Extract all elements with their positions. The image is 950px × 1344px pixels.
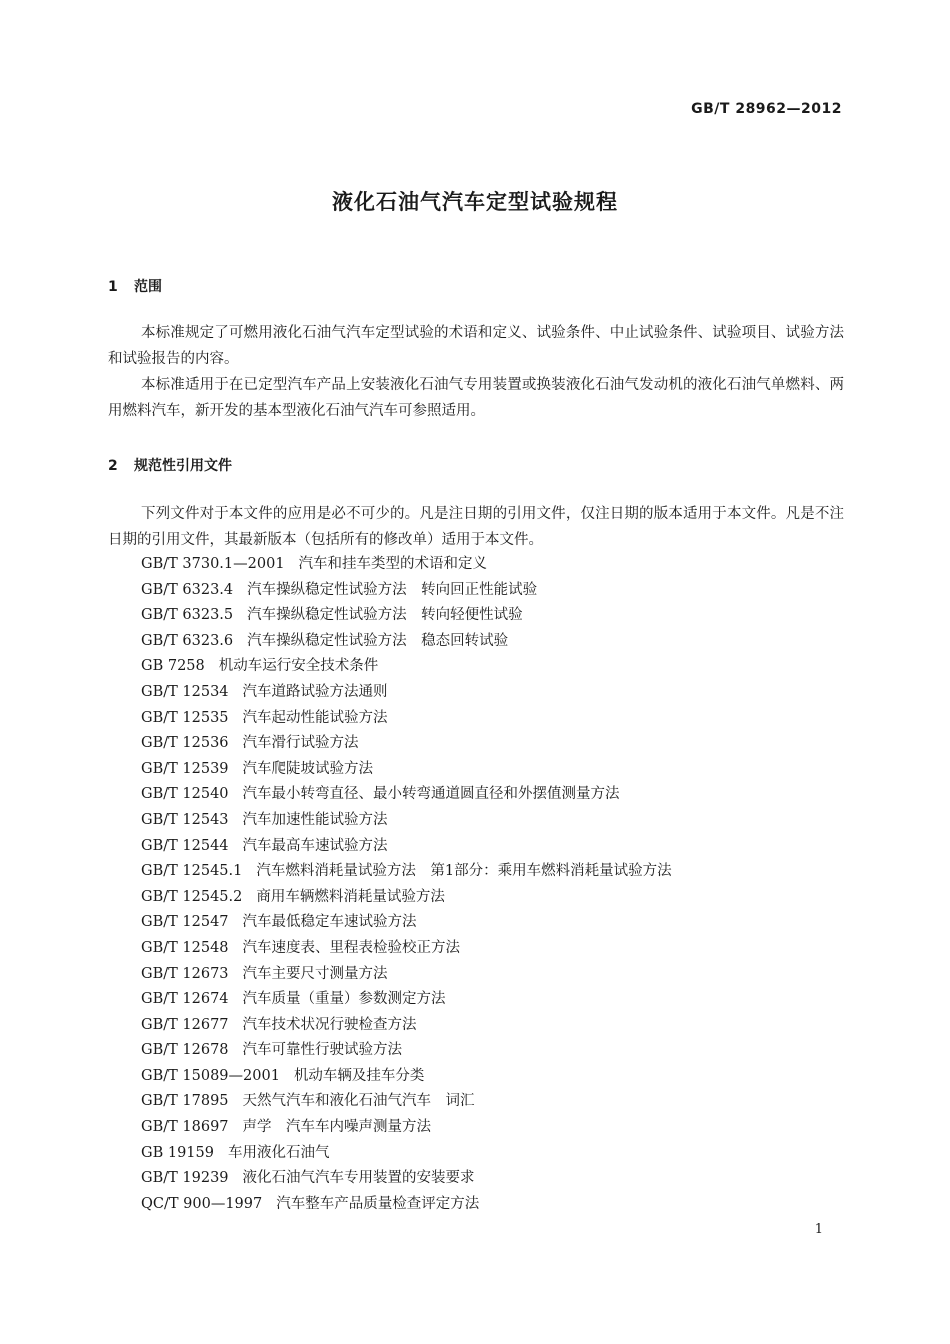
reference-title: 汽车最小转弯直径、最小转弯通道圆直径和外摆值测量方法 bbox=[242, 786, 620, 803]
reference-code: GB/T 12544 bbox=[141, 837, 229, 854]
reference-title: 机动车运行安全技术条件 bbox=[218, 658, 379, 675]
reference-item bbox=[141, 808, 672, 834]
reference-code: GB/T 12535 bbox=[141, 709, 229, 726]
scope-paragraph-2: 本标准适用于在已定型汽车产品上安装液化石油气专用装置或换装液化石油气发动机的液化石油气单燃料、两用燃料汽车，新开发的基本型液化石油气汽车可参照适用。 bbox=[108, 377, 844, 419]
reference-item bbox=[141, 757, 672, 783]
reference-item bbox=[141, 1192, 672, 1218]
page-number: 1 bbox=[814, 1222, 823, 1237]
reference-item bbox=[141, 680, 672, 706]
reference-code: GB/T 6323.6 bbox=[141, 632, 234, 649]
reference-title: 商用车辆燃料消耗量试验方法 bbox=[256, 888, 445, 905]
scope-paragraph-1: 本标准规定了可燃用液化石油气汽车定型试验的术语和定义、试验条件、中止试验条件、试验项目、试验方法和试验报告的内容。 bbox=[108, 325, 844, 367]
reference-code: GB 19159 bbox=[141, 1144, 214, 1161]
reference-code: GB/T 12677 bbox=[141, 1016, 229, 1033]
reference-code: GB/T 6323.5 bbox=[141, 607, 234, 624]
reference-item bbox=[141, 552, 672, 578]
section-2-number: 2 bbox=[108, 458, 118, 474]
reference-list bbox=[141, 552, 672, 1217]
reference-title: 汽车爬陡坡试验方法 bbox=[242, 760, 374, 777]
reference-item bbox=[141, 629, 672, 655]
reference-title: 汽车和挂车类型的术语和定义 bbox=[298, 556, 488, 572]
reference-item bbox=[141, 1013, 672, 1039]
reference-code: GB/T 12545.1 bbox=[141, 863, 243, 880]
section-1-heading bbox=[108, 276, 162, 296]
reference-code: GB/T 17895 bbox=[141, 1093, 229, 1110]
reference-code: GB 7258 bbox=[141, 658, 205, 675]
reference-item bbox=[141, 603, 672, 629]
reference-item bbox=[141, 782, 672, 808]
reference-title: 汽车加速性能试验方法 bbox=[242, 811, 388, 828]
reference-title: 汽车最高车速试验方法 bbox=[242, 837, 388, 854]
reference-code: GB/T 12548 bbox=[141, 939, 229, 956]
reference-code: GB/T 12536 bbox=[141, 735, 229, 752]
reference-item bbox=[141, 1115, 672, 1141]
reference-title: 汽车速度表、里程表检验校正方法 bbox=[242, 939, 461, 956]
references-intro: 下列文件对于本文件的应用是必不可少的。凡是注日期的引用文件，仅注日期的版本适用于本文件。凡是不注日期的引用文件，其最新版本（包括所有的修改单）适用于本文件。 bbox=[108, 506, 844, 548]
reference-code: GB/T 3730.1—2001 bbox=[141, 556, 285, 572]
reference-code: GB/T 12540 bbox=[141, 786, 229, 803]
reference-item bbox=[141, 962, 672, 988]
reference-item bbox=[141, 859, 672, 885]
reference-title: 车用液化石油气 bbox=[227, 1144, 330, 1161]
reference-code: GB/T 12547 bbox=[141, 914, 229, 931]
reference-title: 汽车操纵稳定性试验方法 稳态回转试验 bbox=[247, 632, 509, 649]
document-title: 液化石油气汽车定型试验规程 bbox=[332, 190, 618, 214]
reference-code: GB/T 19239 bbox=[141, 1170, 229, 1187]
reference-code: GB/T 6323.4 bbox=[141, 581, 234, 598]
reference-title: 汽车滑行试验方法 bbox=[242, 735, 359, 752]
reference-item bbox=[141, 1166, 672, 1192]
reference-item bbox=[141, 987, 672, 1013]
reference-item bbox=[141, 1141, 672, 1167]
reference-item bbox=[141, 910, 672, 936]
reference-title: 汽车燃料消耗量试验方法 第1部分：乘用车燃料消耗量试验方法 bbox=[256, 863, 672, 880]
reference-title: 汽车操纵稳定性试验方法 转向回正性能试验 bbox=[247, 581, 538, 598]
reference-title: 汽车起动性能试验方法 bbox=[242, 709, 388, 726]
reference-code: GB/T 12543 bbox=[141, 811, 229, 828]
section-1-title: 范围 bbox=[134, 279, 162, 295]
reference-title: 液化石油气汽车专用装置的安装要求 bbox=[242, 1170, 475, 1187]
reference-code: GB/T 12545.2 bbox=[141, 888, 243, 905]
reference-item bbox=[141, 1089, 672, 1115]
reference-code: GB/T 12674 bbox=[141, 991, 229, 1008]
reference-code: GB/T 12534 bbox=[141, 683, 229, 700]
standard-code: GB/T 28962—2012 bbox=[691, 101, 842, 117]
reference-item bbox=[141, 834, 672, 860]
section-2-heading bbox=[108, 455, 232, 475]
section-1-number: 1 bbox=[108, 279, 118, 295]
reference-title: 汽车道路试验方法通则 bbox=[242, 683, 388, 700]
reference-item bbox=[141, 731, 672, 757]
reference-title: 汽车质量（重量）参数测定方法 bbox=[242, 991, 446, 1008]
reference-title: 汽车可靠性行驶试验方法 bbox=[242, 1042, 403, 1059]
reference-title: 声学 汽车车内噪声测量方法 bbox=[242, 1119, 432, 1136]
reference-item bbox=[141, 578, 672, 604]
reference-code: GB/T 12678 bbox=[141, 1042, 229, 1059]
reference-code: GB/T 18697 bbox=[141, 1119, 229, 1136]
reference-title: 汽车最低稳定车速试验方法 bbox=[242, 914, 417, 931]
reference-code: QC/T 900—1997 bbox=[141, 1195, 263, 1212]
reference-title: 汽车整车产品质量检查评定方法 bbox=[276, 1195, 480, 1212]
section-2-title: 规范性引用文件 bbox=[134, 458, 232, 474]
reference-title: 机动车辆及挂车分类 bbox=[293, 1067, 425, 1084]
reference-item bbox=[141, 1038, 672, 1064]
reference-item bbox=[141, 1064, 672, 1090]
reference-item bbox=[141, 936, 672, 962]
reference-item bbox=[141, 885, 672, 911]
reference-title: 汽车技术状况行驶检查方法 bbox=[242, 1016, 417, 1033]
reference-title: 天然气汽车和液化石油气汽车 词汇 bbox=[242, 1093, 475, 1110]
reference-title: 汽车主要尺寸测量方法 bbox=[242, 965, 388, 982]
reference-item bbox=[141, 706, 672, 732]
reference-item bbox=[141, 654, 672, 680]
reference-code: GB/T 12539 bbox=[141, 760, 229, 777]
reference-code: GB/T 15089—2001 bbox=[141, 1067, 280, 1084]
reference-code: GB/T 12673 bbox=[141, 965, 229, 982]
reference-title: 汽车操纵稳定性试验方法 转向轻便性试验 bbox=[247, 607, 523, 624]
